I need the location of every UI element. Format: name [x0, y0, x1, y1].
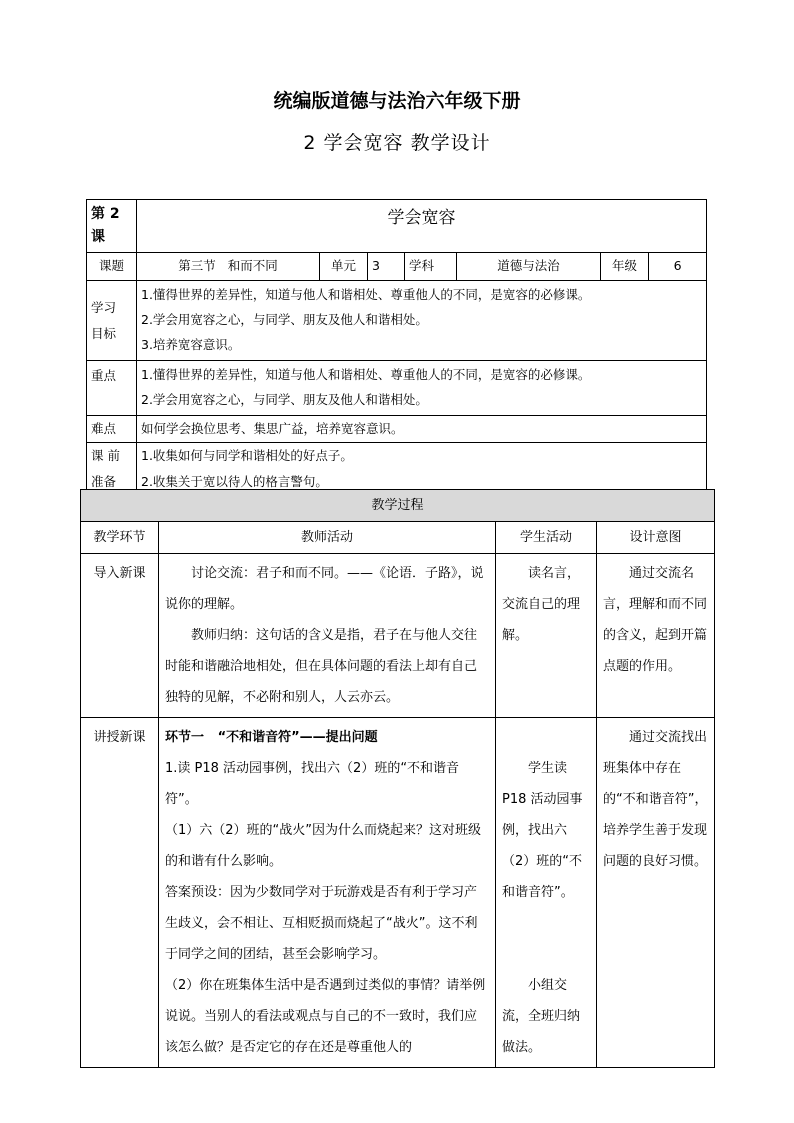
lesson-number-suffix: 课	[91, 229, 105, 245]
grade-label: 年级	[601, 253, 649, 281]
subject-label: 学科	[405, 253, 457, 281]
teacher-paragraph: 教师归纳：这句话的含义是指，君子在与他人交往时能和谐融洽地相处，但在具体问题的看法上却有自己独特的见解，不必附和别人，人云亦云。	[165, 628, 478, 705]
topic-label: 课题	[87, 253, 137, 281]
objectives-list	[137, 281, 707, 361]
key-point-item: 2.学会用宽容之心，与同学、朋友及他人和谐相处。	[141, 392, 428, 407]
key-points-list	[137, 361, 707, 416]
teacher-activity-cell	[159, 554, 496, 718]
student-activity-cell: 读名言，交流自己的理解。	[496, 554, 597, 718]
objective-item: 1.懂得世界的差异性，知道与他人和谐相处、尊重他人的不同，是宽容的必修课。	[141, 287, 591, 302]
document-subtitle: 2 学会宽容 教学设计	[303, 132, 491, 154]
objective-item: 2.学会用宽容之心，与同学、朋友及他人和谐相处。	[141, 312, 428, 327]
student-activity-text: 小组交流，全班归纳做法。	[502, 978, 581, 1055]
unit-value: 3	[368, 253, 405, 281]
teacher-activity-cell	[159, 718, 496, 1068]
difficulty-label: 难点	[87, 416, 137, 443]
col-header-student: 学生活动	[496, 522, 597, 554]
teacher-paragraph: （2）你在班集体生活中是否遇到过类似的事情？请举例说说。当别人的看法或观点与自己的不一致时，我们应该怎么做？是否定它的存在还是尊重他人的	[165, 978, 486, 1055]
teacher-paragraph: 1.读 P18 活动园事例，找出六（2）班的“不和谐音符”。	[165, 761, 460, 807]
objectives-label	[87, 281, 137, 361]
prep-label-line1: 课 前	[91, 448, 120, 463]
student-activity-cell	[496, 718, 597, 1068]
difficulty-text: 如何学会换位思考、集思广益，培养宽容意识。	[137, 416, 707, 443]
stage-cell: 导入新课	[81, 554, 159, 718]
lesson-number-label: 第 2	[91, 206, 120, 222]
prep-item: 1.收集如何与同学和谐相处的好点子。	[141, 448, 353, 463]
lesson-title: 学会宽容	[137, 200, 707, 253]
col-header-teacher: 教师活动	[159, 522, 496, 554]
col-header-intent: 设计意图	[597, 522, 715, 554]
design-intent-cell: 通过交流名言，理解和而不同的含义，起到开篇点题的作用。	[597, 554, 715, 718]
teacher-paragraph: 答案预设：因为少数同学对于玩游戏是否有利于学习产生歧义，会不相让、互相贬损而烧起了“战火”。这不利于同学之间的团结，甚至会影响学习。	[165, 885, 478, 962]
document-title: 统编版道德与法治六年级下册	[273, 90, 521, 112]
topic-value: 第三节 和而不同	[137, 253, 320, 281]
prep-item: 2.收集关于宽以待人的格言警句。	[141, 474, 328, 489]
prep-label-line2: 准备	[91, 474, 117, 489]
unit-label: 单元	[320, 253, 368, 281]
student-activity-text: 学生读 P18 活动园事例，找出六（2）班的“不和谐音符”。	[502, 761, 583, 900]
objectives-label-line2: 目标	[91, 326, 117, 341]
objectives-label-line1: 学习	[91, 300, 117, 315]
process-section-title: 教学过程	[81, 490, 715, 522]
teaching-process-table	[80, 489, 715, 1068]
grade-value: 6	[649, 253, 707, 281]
section-heading: 环节一 “不和谐音符”——提出问题	[165, 730, 378, 745]
design-intent-cell: 通过交流找出班集体中存在的“不和谐音符”，培养学生善于发现问题的良好习惯。	[597, 718, 715, 1068]
teacher-paragraph: 讨论交流：君子和而不同。——《论语．子路》，说说你的理解。	[165, 566, 484, 612]
teacher-paragraph: （1）六（2）班的“战火”因为什么而烧起来？这对班级的和谐有什么影响。	[165, 823, 482, 869]
table-row	[81, 554, 715, 718]
lesson-info-table	[86, 199, 707, 499]
table-row	[81, 718, 715, 1068]
col-header-stage: 教学环节	[81, 522, 159, 554]
key-point-item: 1.懂得世界的差异性，知道与他人和谐相处、尊重他人的不同，是宽容的必修课。	[141, 367, 591, 382]
key-points-label: 重点	[87, 361, 137, 416]
objective-item: 3.培养宽容意识。	[141, 337, 241, 352]
stage-cell: 讲授新课	[81, 718, 159, 1068]
lesson-number-cell	[87, 200, 137, 253]
subject-value: 道德与法治	[457, 253, 601, 281]
